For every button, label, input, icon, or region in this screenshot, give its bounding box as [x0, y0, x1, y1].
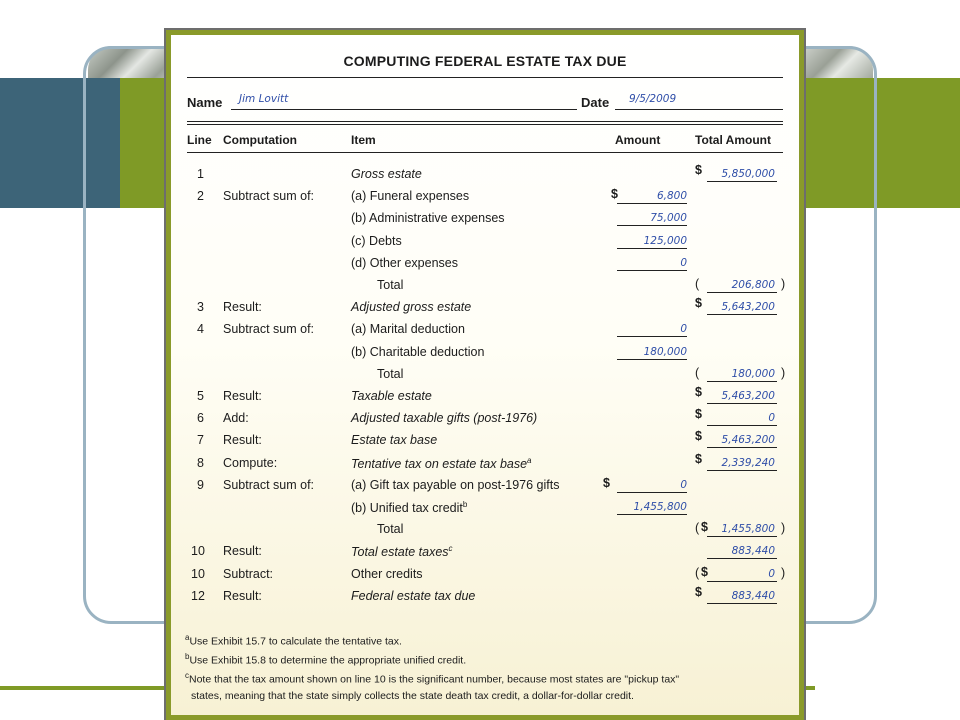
- row-item: [351, 345, 484, 359]
- name-line: [231, 109, 577, 110]
- amount-line: [617, 336, 687, 337]
- row-item-text: Tentative tax on estate tax base: [351, 456, 528, 471]
- divider: [187, 77, 783, 78]
- column-header-total: Total Amount: [695, 133, 771, 147]
- amount-line: [617, 514, 687, 515]
- row-computation: Result:: [223, 544, 262, 559]
- row-line-number: 12: [191, 588, 205, 603]
- footnote-marker: c: [185, 671, 189, 680]
- total-dollar-sign: $: [701, 520, 708, 535]
- total-line: [707, 181, 777, 182]
- total-line: [707, 536, 777, 537]
- row-item-text: (a) Funeral expenses: [351, 189, 470, 204]
- close-paren: ): [781, 365, 786, 380]
- row-item-text: (b) Unified tax credit: [351, 501, 463, 516]
- amount-dollar-sign: $: [611, 187, 618, 202]
- row-item-text: (b) Administrative expenses: [351, 211, 505, 226]
- date-line: [615, 109, 783, 110]
- row-item: [351, 456, 532, 471]
- footnote-marker: a: [185, 633, 190, 642]
- total-dollar-sign: $: [695, 451, 702, 466]
- row-item: [351, 300, 471, 314]
- total-value: 5,463,200: [721, 434, 775, 447]
- total-value: 883,440: [731, 589, 775, 602]
- name-value: Jim Lovitt: [239, 93, 289, 105]
- row-item-text: (d) Other expenses: [351, 255, 458, 270]
- total-line: [707, 581, 777, 582]
- row-item: [351, 589, 475, 603]
- total-value: 5,463,200: [721, 390, 775, 402]
- amount-line: [617, 270, 687, 271]
- total-value: 0: [768, 567, 775, 580]
- row-item: [377, 278, 403, 292]
- total-value: 0: [768, 412, 775, 425]
- row-item-text: (b) Charitable deduction: [351, 344, 485, 359]
- open-paren: (: [695, 365, 700, 380]
- amount-line: [617, 248, 687, 249]
- row-item: [377, 367, 403, 381]
- row-item-text: (a) Gift tax payable on post-1976 gifts: [351, 477, 560, 492]
- row-computation: Result:: [223, 389, 262, 403]
- total-line: [707, 292, 777, 293]
- row-computation: Add:: [223, 411, 249, 426]
- footnote-marker: b: [462, 500, 468, 509]
- row-computation: Result:: [223, 433, 262, 448]
- row-line-number: 1: [197, 167, 204, 181]
- amount-line: [617, 225, 687, 226]
- total-line: [707, 558, 777, 559]
- close-paren: ): [781, 565, 786, 580]
- date-value: 9/5/2009: [629, 93, 677, 105]
- row-item-text: Estate tax base: [351, 433, 438, 448]
- amount-value: 180,000: [643, 345, 687, 358]
- name-label: Name: [187, 95, 223, 110]
- amount-dollar-sign: $: [603, 475, 610, 490]
- row-line-number: 9: [197, 477, 204, 492]
- row-computation: Result:: [223, 588, 262, 603]
- row-item-text: Total estate taxes: [351, 545, 449, 560]
- open-paren: (: [695, 565, 700, 580]
- total-value: 883,440: [731, 545, 775, 558]
- open-paren: (: [695, 277, 700, 291]
- total-dollar-sign: $: [695, 296, 702, 311]
- row-item-text: Taxable estate: [351, 389, 432, 403]
- close-paren: ): [781, 521, 786, 536]
- amount-value: 0: [680, 256, 687, 269]
- footnote-text: states, meaning that the state simply collects the state death tax credit, a dollar-for-dollar credit.: [191, 690, 634, 702]
- row-line-number: 6: [197, 411, 204, 426]
- amount-value: 0: [680, 478, 687, 491]
- row-line-number: 5: [197, 389, 204, 403]
- row-item-text: Gross estate: [351, 167, 422, 181]
- row-line-number: 3: [197, 300, 204, 315]
- amount-value: 6,800: [656, 190, 687, 203]
- column-header-line: Line: [187, 133, 212, 147]
- row-line-number: 2: [197, 189, 204, 204]
- row-line-number: 7: [197, 433, 204, 448]
- total-line: [707, 381, 777, 382]
- column-header-computation: Computation: [223, 133, 297, 147]
- footnote: [185, 671, 679, 686]
- total-dollar-sign: $: [695, 385, 702, 399]
- total-value: 206,800: [731, 279, 775, 291]
- row-line-number: 8: [197, 455, 204, 470]
- total-value: 5,643,200: [721, 301, 775, 314]
- total-value: 180,000: [731, 367, 775, 380]
- row-line-number: 10: [191, 566, 205, 581]
- total-line: [707, 425, 777, 426]
- row-item-text: Total: [377, 522, 404, 537]
- total-dollar-sign: $: [695, 163, 702, 177]
- footnote: [185, 652, 466, 667]
- row-computation: Compute:: [223, 455, 278, 470]
- footnote-text: Use Exhibit 15.7 to calculate the tentative tax.: [189, 635, 402, 648]
- row-item-text: (c) Debts: [351, 233, 402, 248]
- row-item-text: (a) Marital deduction: [351, 322, 465, 337]
- footnote-marker: a: [527, 455, 532, 465]
- total-value: 1,455,800: [721, 523, 775, 536]
- worksheet-title: COMPUTING FEDERAL ESTATE TAX DUE: [343, 53, 627, 69]
- row-item: [351, 411, 537, 425]
- row-computation: Subtract sum of:: [223, 322, 315, 337]
- column-header-amount: Amount: [615, 133, 661, 147]
- row-item-text: Adjusted taxable gifts (post-1976): [351, 411, 538, 426]
- row-item: [377, 522, 403, 536]
- row-item: [351, 433, 437, 447]
- row-item-text: Adjusted gross estate: [351, 300, 472, 315]
- total-value: 2,339,240: [721, 456, 775, 469]
- row-computation: Subtract sum of:: [223, 477, 315, 492]
- row-item-text: Total: [377, 366, 404, 381]
- footnote-text: Use Exhibit 15.8 to determine the appropriate unified credit.: [189, 654, 467, 667]
- column-header-item: Item: [351, 133, 376, 147]
- total-line: [707, 470, 777, 471]
- estate-tax-worksheet: [166, 30, 804, 720]
- total-line: [707, 603, 777, 604]
- total-dollar-sign: $: [695, 584, 702, 599]
- row-item: [351, 211, 505, 225]
- row-item: [351, 322, 465, 336]
- footnote-marker: b: [185, 652, 190, 661]
- amount-value: 0: [680, 323, 687, 336]
- row-item: [351, 478, 559, 492]
- divider: [187, 121, 783, 122]
- amount-value: 75,000: [650, 212, 687, 225]
- row-item: [351, 189, 469, 203]
- footnote-text: Note that the tax amount shown on line 10 is the significant number, because most states are "pickup tax": [189, 673, 680, 686]
- row-item: [351, 567, 423, 581]
- row-item-text: Total: [377, 278, 404, 292]
- open-paren: (: [695, 521, 700, 536]
- date-label: Date: [581, 95, 610, 110]
- row-item: [351, 234, 402, 248]
- footnote-marker: c: [448, 544, 453, 554]
- total-dollar-sign: $: [701, 564, 708, 579]
- row-item: [351, 389, 432, 403]
- row-line-number: 4: [197, 322, 204, 337]
- total-dollar-sign: $: [695, 429, 702, 444]
- total-line: [707, 447, 777, 448]
- row-computation: Subtract:: [223, 566, 274, 581]
- amount-value: 125,000: [643, 234, 687, 247]
- row-item: [351, 256, 458, 270]
- total-line: [707, 314, 777, 315]
- close-paren: ): [781, 277, 786, 291]
- amount-value: 1,455,800: [633, 501, 687, 513]
- row-line-number: 10: [191, 544, 205, 559]
- row-computation: Subtract sum of:: [223, 189, 315, 204]
- row-item-text: Other credits: [351, 566, 423, 581]
- row-computation: Result:: [223, 300, 262, 315]
- row-item-text: Federal estate tax due: [351, 588, 476, 603]
- row-item: [351, 544, 453, 559]
- amount-line: [617, 203, 687, 204]
- row-item: [351, 500, 467, 515]
- row-item: [351, 167, 422, 181]
- footnote: [191, 690, 634, 702]
- total-dollar-sign: $: [695, 407, 702, 422]
- footnote: [185, 633, 402, 648]
- total-value: 5,850,000: [721, 168, 775, 180]
- amount-line: [617, 359, 687, 360]
- divider: [187, 152, 783, 153]
- divider: [187, 124, 783, 125]
- total-line: [707, 403, 777, 404]
- amount-line: [617, 492, 687, 493]
